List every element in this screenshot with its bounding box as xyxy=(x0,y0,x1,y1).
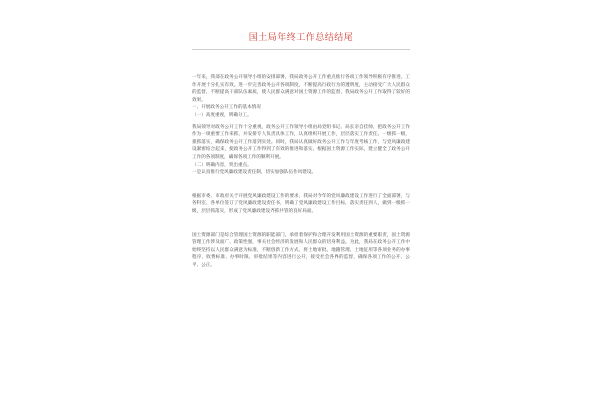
spacer xyxy=(192,216,410,232)
spacer xyxy=(192,177,410,193)
body-paragraph: 根据市委、市政府关于开展党风廉政建设工作的要求，我局对今年的党风廉政建设工作进行了全面部署，与各科室、各单位签订了党风廉政建设责任书，明确了党风廉政建设工作目标，落实责任到人，做到一级抓一级，层层抓落实，形成了党风廉政建设齐抓共管的良好局面。 xyxy=(192,193,410,214)
body-paragraph: 我局领导对政务公开工作十分重视，政务公开工作领导小组由局党组书记、局长亲自挂帅，把政务公开工作作为一项重要工作来抓，并安排专人负责具体工作，认真组织开展工作，层层落实工作责任。一级抓一级，狠抓落实，确保政务公开工作落到实处。同时，我局认真做好政务公开工作与年度考核工作，与党风廉政建设紧密结合起来，使政务公开工作得到了有效的推进和落实。根据国土资源工作实际，建立健全了政务公开工作的各项制度，确保各项工作的顺利开展。 xyxy=(192,124,410,160)
subsection-heading: （二）明确内容，突出重点。 xyxy=(192,162,252,168)
document-body xyxy=(192,30,410,269)
section-heading: 一、开展政务公开工作的基本情况 xyxy=(192,105,261,111)
body-paragraph: 一是认真推行党风廉政建设责任制，切实加强队伍作风建设。 xyxy=(192,170,317,176)
document-title: 国土局年终工作总结结尾 xyxy=(248,33,354,43)
body-paragraph: 国土资源部门是综合管理国土资源的职能部门，承担着保护和合理开发利用国土资源的重要职责，国土资源管理工作涉及面广、政策性强，事关社会经济的发展和人民群众的切身利益。为此，我局在政务公开工作中始终坚持以人民群众满意为标准，不断创新工作方式，将土地审批、地籍管理、土地征用等各项业务的办事程序、收费标准、办事时限、审批结果等内容进行公开，接受社会各界的监督，确保各项工作的公开、公平、公正。 xyxy=(192,232,410,268)
subsection-heading: （一）高度重视，明确分工。 xyxy=(192,112,252,118)
intro-paragraph: 一年来，我部在政务公开领导小组的安排部署，我局政务公开工作重点推行各项工作领导积极有序推进，工作开展十分扎实有效。进一步完善政务公开各项制度，不断提高行政行为的透明度，主动接受广大人民群众的监督，不断提高干部队伍素质，使人民群众满意对国土资源工作的监督，我局政务公开工作取得了较好的效果。 xyxy=(192,75,410,103)
title-divider xyxy=(192,49,410,50)
